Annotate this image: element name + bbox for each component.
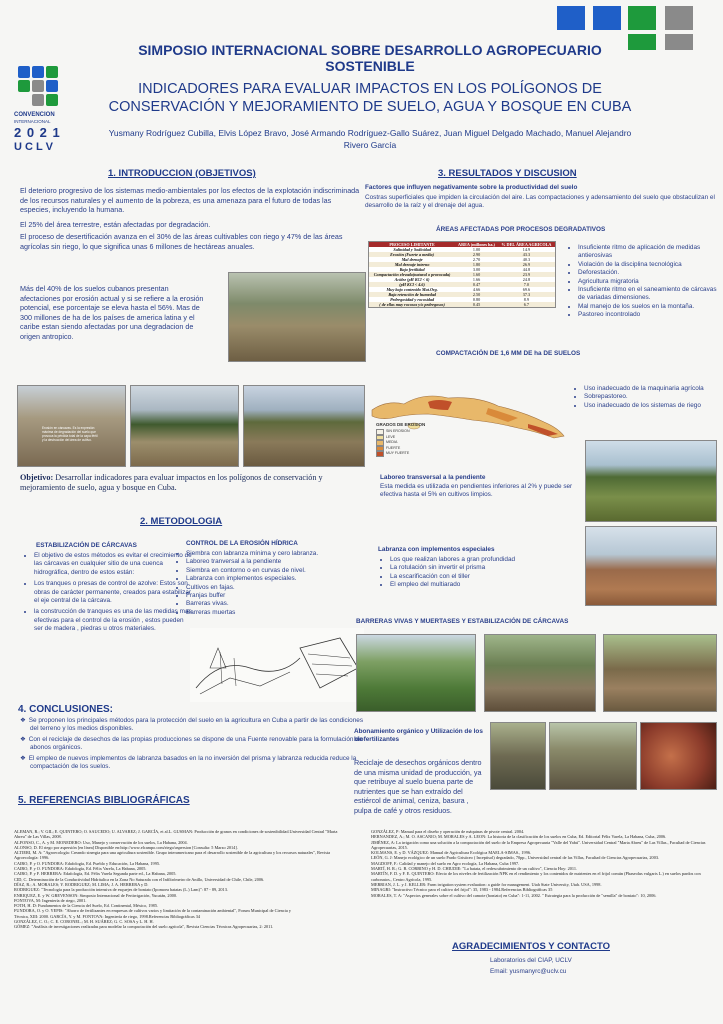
list-item: • Siembra con labranza mínima y cero labranza. [186,550,376,558]
table-cell: 6.7 [523,302,530,307]
compost-photo-1 [490,722,546,790]
transverse-title: Laboreo transversal a la pendiente [380,474,486,481]
reference-entry: FOTH, H. D: Fundamentos de la Ciencia del Suelo, Ed. Continental, México, 1985. [14,903,159,909]
logo-square-icon [32,80,44,92]
logo-org: U C L V [14,141,53,153]
acknowledgements-line1: Laboratorios del CIAP, UCLV [490,957,572,964]
list-item: • Siembra en contorno o en curvas de nivel. [186,567,376,575]
list-item: • Agricultura migratoria [578,278,718,286]
organic-title: Abonamiento orgánico y Utilización de los biofertilizantes [354,728,483,744]
list-item: • Laboreo tranversal a la pendiente [186,558,376,566]
conclusions-heading: 4. CONCLUSIONES: [18,704,114,715]
table-cell: 7.0 [523,282,530,287]
table-cell: Muy bajo contenido Mat.Org. [386,287,438,292]
barrier-photo-1 [356,634,476,712]
table-cell: 26.9 [522,262,531,267]
diamond-bullet-icon: ❖ [20,717,26,724]
decor-square-green-1 [628,6,656,30]
table-cell: 2.90 [472,252,481,257]
table-cell: 40.3 [522,257,531,262]
list-item: • Los que realizan labores a gran profundidad [390,556,590,564]
gully-title: ESTABILIZACIÓN DE CÁRCAVAS [36,542,137,549]
tractor-photo [585,526,717,606]
barrier-photo-2 [484,634,596,712]
reference-entry: CAIRO, P. y O. FUNDORA: Edafología, Ed. Félix Varela, La Habana, 2005. [14,866,147,872]
reference-entry: ALONSO, D. El riego por aspersión [en línea] Disponible en:http://www.elcampo.com/riego/aspersion [Consulta: 5 Marzo 2014]. [14,844,238,850]
factors-title: Factores que influyen negativamente sobre la productividad del suelo [365,184,578,191]
reference-entry: MAGDOFF, F.: Calidad y manejo del suelo en Agro ecología, La Habana, Cuba 1997. [371,860,520,866]
logo-square-icon [18,80,30,92]
list-item: • la construcción de tranques es una de las medidas mas efectivas para el control de la erosión , estos pueden ser de madera , piedras u otros materiales. [34,608,194,633]
list-item [20,717,372,734]
list-item: • Insuficiente ritmo en el saneamiento de cárcavas de variadas dimensiones. [578,286,718,303]
table-cell: 43.3 [522,252,531,257]
table-cell: 1.66 [472,277,481,282]
legend-label: LEVE [386,434,396,439]
reference-entry: DÍAZ, R.; A. MORALES; Y. RODRIGUEZ; M. LIMA; J. A. HERRERA y D. [14,881,149,887]
references-left [14,829,344,930]
reference-entry: ENRIQUEZ, E. y W. GREVENSON: Simposio Internacional de Fertirrigación, Yucatán, 2000. [14,892,178,898]
list-item: • Los tranques o presas de control de azolve: Estos son obras de carácter permanente, creados para estabilizar el eje central de la cárcava. [34,580,194,605]
factors-text: Costras superficiales que impiden la circulación del aire. Las compactaciones y adensamiento del suelo que obstaculizan el desarrollo de la raíz y el drenaje del agua. [365,194,715,210]
table-cell: Baja retención de humedad [388,292,436,297]
erosion-control-list [174,550,376,617]
diamond-bullet-icon: ❖ [20,735,26,743]
reference-entry: LEÓN, G. J: Manejo ecológico de un suelo Pardo Grisáceo ( Inceptisol) degradado, 70pp., Universidad central de las Villas, Facultad de Ciencias Agropecuarias, 2003. [371,855,660,861]
decor-square-blue-1 [557,6,585,30]
table-cell: 69.6 [522,287,531,292]
table-cell: Mal drenaje interno [394,262,430,267]
methods-heading: 2. METODOLOGIA [140,516,223,527]
list-item: • Pastoreo incontrolado [578,311,718,319]
reference-entry: CAIRO, P. y O. FUNDORA: Edafología, Ed. Pueblo y Educación, La Habana, 1995. [14,860,161,866]
conclusion-text: Se proponen los principales métodos para la protección del suelo en la agricultura en Cuba a partir de las condiciones del terreno y los medios disponibles. [28,717,364,733]
references-heading: 5. REFERENCIAS BIBLIOGRÁFICAS [18,795,190,806]
barriers-title: BARRERAS VIVAS Y MUERTASES Y ESTABILIZACIÓN DE CÁRCAVAS [356,618,569,625]
reference-entry: GONZÁLEZ, C. O.; C. E. CORONEL.; M. H. SUÁREZ; G. C. SOSA y L. H. H. [14,919,154,925]
table-cell: 14.9 [522,247,531,252]
table-cell: 37.3 [522,292,531,297]
gully-photo-caption: Erosión en cárcavas. Es la expresión máxima de degradación del suelo que provoca la pérdida total de la capa fértil y la destrucción del área de cultivo. [42,426,98,442]
decor-square-blue-2 [593,6,621,30]
table-cell: Salinidad y Sodicidad [393,247,431,252]
logo-square-icon [32,66,44,78]
table-cell: Acidez (pH KCl < 6) [394,277,430,282]
gully-list [22,552,194,634]
table-cell: Pedregosidad y rocosidad [390,297,435,302]
barrier-photo-3 [603,634,717,712]
table-cell: 0.47 [472,282,481,287]
intro-heading: 1. INTRODUCCION (OBJETIVOS) [108,168,256,179]
list-item: • Cultivos en fajas. [186,584,376,592]
reference-entry: CAIRO, P. y F. HERRERA: Edafología, Ed. Félix Varela Segunda parte ed., La Habana, 2005. [14,871,177,877]
decor-square-gray-1 [665,6,693,30]
table-cell: 2.70 [472,257,481,262]
logo-square-icon [46,94,58,106]
map-legend-item [376,451,425,457]
intro-paragraph-2: El 25% del área terrestre, están afectadas por degradación. [20,220,211,229]
reference-entry: MARTÍN, F. D. y F. E. QUINTERO: Efecto de los niveles de fertilización NPK en el rendimiento y los contenidos de nutrientes en el frijol común (Phaseolus vulgaris L.) en suelos pardos con carbonatos., Centro Agrícola, 1995. [371,871,701,882]
table-cell: Compactación elevada(natural o provocada) [373,272,451,277]
list-item: • Insuficiente ritmo de aplicación de medidas antierosivas [578,244,718,261]
logo-square-icon [32,94,44,106]
list-item: • Labranza con implementos especiales. [186,575,376,583]
areas-title: ÁREAS AFECTADAS POR PROCESOS DEGRADATIVOS [436,226,606,233]
reference-entry: RODRIGUEZ: "Tecnología para la producción intensiva de esquejes de boniato (Ipomoea batatas (L.) Lam)": 87 - 89, 2013. [14,887,228,893]
list-item: • Uso inadecuado de la maquinaria agrícola [584,385,723,393]
conclusion-text: Con el reciclaje de desechos de las propias producciones se dispone de una Fuente renovable para la formulación de abonos orgánicos. [28,735,363,752]
legend-label: FUERTE [386,445,401,450]
table-cell: Mal drenaje [401,257,423,262]
reference-entry: FUNDORA, O. y O. YEPIS: "Ahorro de fertilizantes en empresas de cultivos varios y limitación de la contaminación ambiental", Forum Municipal de Ciencia y [14,908,291,914]
list-item [20,754,372,772]
reference-entry: HERNANDEZ, A.; M. O. ASCANIO; M. MORALES y A. LEON: La historia de la clasificación de los suelos en Cuba, Ed. Editorial Félix Varela, La Habana, Cuba, 2006. [371,834,667,840]
reference-entry: JIMÉNEZ, A: La irrigación como una solución a la compactación del suelo de la Empresa Agropecuaria "Valle del Yabú". Universidad Central "Marta Abreu" de Las Villas., Facultad de Ciencias Agropecuarias, 2015. [371,839,706,850]
table-cell: 0.80 [472,297,481,302]
table-cell: 1.80 [472,262,481,267]
erosion-photo [228,272,366,362]
special-implements-list [378,556,590,590]
table-cell: 44.8 [522,267,531,272]
list-item: • Franjas buffer [186,592,376,600]
table-cell: Baja fertilidad [399,267,425,272]
legend-label: MEDIA [386,440,398,445]
transverse-text: Esta medida es utilizada en pendientes inferiores al 2% y puede ser efectiva hasta el 5% en cultivos limpios. [380,483,573,499]
table-header: AREA (millones ha.) [458,242,495,247]
table-cell: 4.66 [472,287,481,292]
reference-entry: MINAGRI: "Instructivo Técnico para el cultivo del frijol": 35, 1983 - 1984.Referencias Bibliográficas 35 [371,887,553,893]
objective-text: Desarrollar indicadores para evaluar impactos en los polígonos de conservación y mejoramiento de suelo, agua y bosque en Cuba. [20,473,323,492]
list-item: • El empleo del multiarado [390,581,590,589]
legend-swatch-icon [376,451,384,457]
map-legend-title: GRADOS DE EROSION [376,422,426,427]
convention-logo [14,66,68,156]
gully-photo-2 [130,385,239,467]
conclusion-text: El empleo de nuevos implementos de labranza basados en la no inversión del prisma y labranza reducida reduce la compactación de los suelos. [28,754,357,771]
reference-entry: MORALES, T. A: "Aspectos generales sobre el cultivo del camote (boniato) en Cuba": 1-11, 2002. " Estrategia para la producción de "semilla" de boniato": 10, 2006. [371,892,657,898]
reference-entry: KOLMANS, E. y D. VÁZQUEZ: Manual de Agricultura Ecológica MAELA-SIMAS., 1996. [371,850,532,856]
list-item: • La escarificación con el tiller [390,573,590,581]
reference-entry: MERRIAN, J. L. y J. KELLER: Farm irrigation system evaluation: a guide for management. Utah State University, Utah. USA, 1998. [371,881,602,887]
list-item: • Deforestación. [578,269,718,277]
acknowledgements-heading: AGRADECIMIENTOS Y CONTACTO [452,941,610,952]
table-cell: ( de ellas muy rocosos y/o pedregosos) [379,302,445,307]
intro-paragraph-3: El proceso de desertificación avanza en el 30% de las áreas cultivables con riego y 47% de las áreas agrícolas sin riego, lo que significa unas 6 millones de hectáreas anuales. [20,232,343,251]
logo-line2: INTERNACIONAL [14,119,51,124]
table-cell: 3.00 [472,267,481,272]
logo-square-icon [46,66,58,78]
reference-entry: MARTÍ, H. R.; G. B. CORBINO y H. D. CHIUDIE: "La batata, el redescubrimiento de un cultivo", Ciencia Hoy: 2011. [371,866,578,872]
logo-line1: CONVENCION [14,112,55,118]
worms-photo [640,722,717,790]
list-item: • Mal manejo de los suelos en la montaña. [578,303,718,311]
table-cell: (pH KCl < 4.6) [399,282,425,287]
gully-photo-1 [17,385,126,467]
objective [20,473,364,493]
logo-year: 2 0 2 1 [14,125,61,140]
diamond-bullet-icon: ❖ [20,754,26,762]
legend-label: MUY FUERTE [386,451,410,456]
reference-entry: ALTIERI, M. A: "Agroecología: Creando sinergia para una agricultura sostenible. Grupo interamericano para el desarrollo sostenible de la agricultura y los recursos naturales", Revista Agroecología: 1996. [14,850,331,861]
compaction-title: COMPACTACIÓN DE 1,6 MM DE ha DE SUELOS [436,350,581,357]
list-item: • Uso inadecuado de los sistemas de riego [584,402,723,410]
table-cell: Erosión (Fuerte a media) [390,252,435,257]
conclusions-list [20,717,372,771]
decor-square-gray-2 [665,34,693,50]
logo-square-icon [18,66,30,78]
legend-label: SIN EROSION [386,429,410,434]
list-item: • Barreras vivas. [186,600,376,608]
logo-square-icon [46,80,58,92]
authors: Yusmany Rodríguez Cubilla, Elvis López Bravo, José Armando Rodríguez-Gallo Suárez, Juan Miguel Delgado Machado, Manuel Alejandro Rivero García [108,128,632,150]
intro-paragraph-1: El deterioro progresivo de los sistemas medio-ambientales por los efectos de la explotación indiscriminada de los recursos naturales y el aumento de la pobreza, es una amenaza para el futuro de todas las especies, incluyendo la humana. [20,186,360,215]
reference-entry: GÓMEZ: "Análisis de investigaciones realizadas para modelar la compactación del suelo agrícola", Revista Ciencias Técnicas Agropecuarias, 2: 2011. [14,924,274,930]
erosion-control-title: CONTROL DE LA EROSIÓN HÍDRICA [186,540,298,547]
compost-photo-2 [549,722,637,790]
degradation-causes-list [566,244,718,320]
table-row [369,302,556,308]
table-cell: 8.9 [523,297,530,302]
transverse-tillage-photo [585,440,717,522]
table-cell: 0.45 [472,302,481,307]
table-header: % DEL ÁREA AGRICOLA [501,242,552,247]
objective-label: Objetivo: [20,473,54,482]
results-heading: 3. RESULTADOS Y DISCUSION [438,168,577,179]
intro-paragraph-4: Más del 40% de los suelos cubanos presentan afectaciones por erosión actual y si se refiere a la erosión potencial, ese porcentaje se eleva hasta el 56%. Mas de 300 millones de ha de los países de america latina y el caribe estan siendo afectadas por una degradacion de origen antropico. [20,284,204,341]
organic-text: Reciclaje de desechos orgánicos dentro de una misma unidad de producción, ya que retribuye al suelo buena parte de nutrientes que se han extraído del estiércol de animal, ceniza, basura , pulpa de café y otros residuos. [354,758,482,815]
list-item: • Violación de la disciplina tecnológica [578,261,718,269]
list-item [20,735,372,753]
decor-square-green-2 [628,34,656,50]
reference-entry: CID, C. Determinación de la Conductividad Hidráulica en la Zona No Saturada con el Infiltrómetro de Anillo, Universidad de Chile, Chile, 2006. [14,876,265,882]
contact-email[interactable]: Email: yusmanyrc@uclv.cu [490,968,567,975]
table-cell: 24.8 [522,277,531,282]
field-photo [243,385,365,467]
poster-subtitle: INDICADORES PARA EVALUAR IMPACTOS EN LOS POLÍGONOS DE CONSERVACIÓN Y MEJORAMIENTO DE SUELO, AGUA Y BOSQUE EN CUBA [108,81,632,115]
special-implements-title: Labranza con implementos especiales [378,546,495,553]
reference-entry: ALFONSO, C., A. y M. MONEDERO: Uso, Manejo y conservación de los suelos, La Habana, 2004. [14,839,188,845]
table-cell: 23.9 [522,272,531,277]
reference-entry: ALEMAN, R.; V. GIL; E. QUINTERO; O. SAUCEDO; U. ALVAREZ; J. GARCÍA, et al.L. GUSMAN: Producción de granos en condiciones de sostenibilidad.Universidad Central "Marta Abreu" de Las Villas, 2008. [14,829,338,840]
list-item: • La rotulación sin invertir el prisma [390,564,590,572]
map-legend [376,422,425,457]
table-header: PROCESO LIMITANTE [389,242,435,247]
table-cell: 1.60 [472,272,481,277]
compaction-causes-list [572,385,723,410]
degradation-table [368,241,556,308]
list-item: • Sobrepastoreo. [584,393,723,401]
poster-title: SIMPOSIO INTERNACIONAL SOBRE DESARROLLO AGROPECUARIO SOSTENIBLE [138,42,602,74]
table-cell: 2.50 [472,292,481,297]
gully-dam-sketch [190,628,364,702]
table-cell: 1.00 [472,247,481,252]
list-item: • Barreras muertas [186,609,376,617]
reference-entry: GONZÁLEZ, P: Manual para el diseño y operación de máquinas de pivote central. 2004. [371,829,525,834]
references-right [371,829,716,898]
list-item: • El objetivo de estos métodos es evitar el crecimiento de las cárcavas en cualquier sitio de una cuenca hidrográfica, dentro de estos están: [34,552,194,577]
reference-entry: FONTOVA, M: Ingeniería de riego, 2001. [14,897,87,903]
reference-entry: Técnica, XIII: 2000. GARCÍA, Y. y M. FONTOVA: Ingeniería de riego, 1998.Referencias Bibliográficas 34 [14,913,200,919]
